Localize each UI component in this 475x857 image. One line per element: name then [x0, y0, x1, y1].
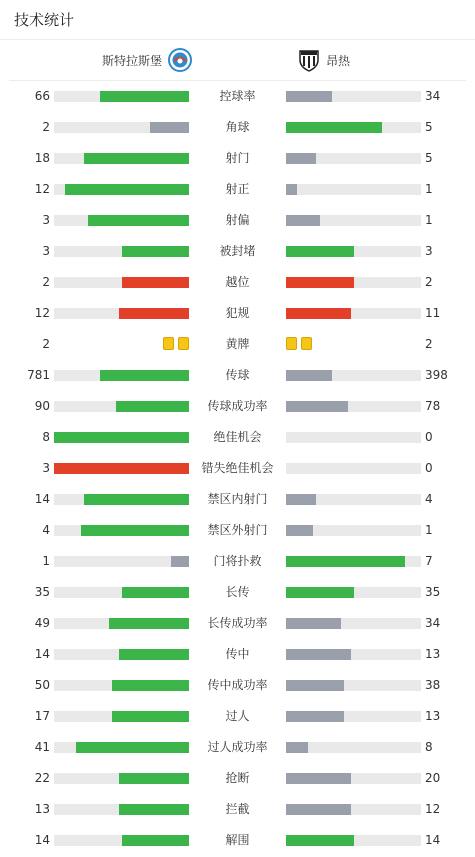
stat-label: 门将扑救 — [213, 554, 262, 568]
stat-label: 被封堵 — [219, 244, 256, 258]
home-team[interactable] — [102, 40, 198, 80]
stat-label: 传球 — [225, 368, 250, 382]
stat-label: 射正 — [225, 182, 250, 196]
away-bar-fill — [286, 370, 332, 381]
away-yellow-cards — [286, 337, 312, 350]
stat-row — [0, 174, 475, 205]
home-bar-fill — [122, 835, 190, 846]
away-value: 5 — [425, 120, 433, 134]
home-bar-fill — [122, 246, 190, 257]
home-bar-fill — [65, 184, 189, 195]
home-value: 35 — [34, 585, 50, 599]
away-value: 4 — [425, 492, 433, 506]
page-title: 技术统计 — [14, 11, 75, 29]
home-bar-track — [54, 587, 189, 598]
home-value: 49 — [34, 616, 50, 630]
home-bar-track — [54, 432, 189, 443]
home-bar-track — [54, 246, 189, 257]
stat-label: 犯规 — [225, 306, 250, 320]
home-value: 3 — [42, 213, 50, 227]
away-value: 34 — [425, 89, 441, 103]
home-bar-fill — [116, 401, 189, 412]
stat-row — [0, 329, 475, 360]
home-bar-track — [54, 649, 189, 660]
away-value: 7 — [425, 554, 433, 568]
away-bar-fill — [286, 401, 348, 412]
home-bar-fill — [171, 556, 189, 567]
stat-label: 禁区外射门 — [207, 523, 268, 537]
home-value: 50 — [34, 678, 50, 692]
home-value: 2 — [42, 337, 50, 351]
away-value: 1 — [425, 182, 433, 196]
home-bar-fill — [54, 432, 189, 443]
away-bar-track — [286, 587, 421, 598]
stat-row — [0, 205, 475, 236]
away-value: 2 — [425, 275, 433, 289]
home-bar-fill — [84, 153, 189, 164]
away-team-name: 昂热 — [326, 53, 351, 68]
away-bar-fill — [286, 91, 332, 102]
stat-row — [0, 732, 475, 763]
away-bar-fill — [286, 122, 382, 133]
away-value: 13 — [425, 647, 441, 661]
stat-row — [0, 546, 475, 577]
stat-row — [0, 360, 475, 391]
away-value: 20 — [425, 771, 441, 785]
home-value: 66 — [34, 89, 50, 103]
stat-row — [0, 267, 475, 298]
home-bar-track — [54, 525, 189, 536]
home-value: 8 — [42, 430, 50, 444]
home-bar-fill — [119, 804, 189, 815]
stat-row — [0, 298, 475, 329]
away-value: 78 — [425, 399, 441, 413]
away-value: 3 — [425, 244, 433, 258]
home-bar-fill — [112, 711, 189, 722]
away-bar-track — [286, 184, 421, 195]
home-value: 12 — [34, 182, 50, 196]
away-bar-fill — [286, 804, 351, 815]
home-value: 18 — [34, 151, 50, 165]
away-bar-track — [286, 370, 421, 381]
home-bar-track — [54, 618, 189, 629]
home-value: 1 — [42, 554, 50, 568]
away-bar-track — [286, 773, 421, 784]
home-value: 17 — [34, 709, 50, 723]
away-bar-track — [286, 432, 421, 443]
away-bar-track — [286, 277, 421, 288]
home-bar-fill — [119, 649, 189, 660]
away-bar-track — [286, 494, 421, 505]
away-bar-fill — [286, 742, 308, 753]
home-value: 13 — [34, 802, 50, 816]
away-bar-track — [286, 711, 421, 722]
away-bar-track — [286, 215, 421, 226]
away-bar-fill — [286, 835, 354, 846]
home-value: 22 — [34, 771, 50, 785]
home-team-logo-icon — [168, 48, 192, 72]
stat-label: 越位 — [225, 275, 250, 289]
stat-row — [0, 112, 475, 143]
away-value: 8 — [425, 740, 433, 754]
home-bar-fill — [119, 773, 189, 784]
stat-row — [0, 701, 475, 732]
stat-row — [0, 763, 475, 794]
home-bar-track — [54, 153, 189, 164]
away-bar-fill — [286, 680, 344, 691]
stat-row — [0, 515, 475, 546]
away-value: 34 — [425, 616, 441, 630]
home-value: 14 — [34, 833, 50, 847]
away-value: 35 — [425, 585, 441, 599]
home-bar-track — [54, 215, 189, 226]
stat-label: 射门 — [225, 151, 250, 165]
stat-row — [0, 236, 475, 267]
home-bar-fill — [122, 587, 190, 598]
away-value: 0 — [425, 461, 433, 475]
page-header — [0, 0, 475, 40]
away-bar-fill — [286, 246, 354, 257]
away-bar-fill — [286, 556, 405, 567]
home-value: 3 — [42, 461, 50, 475]
home-yellow-cards — [163, 337, 189, 350]
home-bar-track — [54, 835, 189, 846]
stat-row — [0, 422, 475, 453]
stat-label: 控球率 — [219, 89, 256, 103]
stat-label: 绝佳机会 — [213, 430, 262, 444]
home-value: 14 — [34, 492, 50, 506]
home-bar-track — [54, 122, 189, 133]
away-value: 11 — [425, 306, 441, 320]
away-bar-track — [286, 618, 421, 629]
home-team-name: 斯特拉斯堡 — [102, 53, 163, 68]
stat-label: 拦截 — [225, 802, 250, 816]
home-bar-track — [54, 773, 189, 784]
home-value: 2 — [42, 120, 50, 134]
away-value: 398 — [425, 368, 448, 382]
stat-row — [0, 825, 475, 856]
away-value: 13 — [425, 709, 441, 723]
away-bar-fill — [286, 184, 297, 195]
away-value: 5 — [425, 151, 433, 165]
home-bar-fill — [88, 215, 189, 226]
stat-row — [0, 639, 475, 670]
away-bar-fill — [286, 711, 344, 722]
stat-row — [0, 484, 475, 515]
away-value: 1 — [425, 213, 433, 227]
home-bar-fill — [54, 463, 189, 474]
home-bar-track — [54, 277, 189, 288]
away-bar-track — [286, 246, 421, 257]
stat-row — [0, 391, 475, 422]
away-bar-fill — [286, 587, 354, 598]
stat-row — [0, 608, 475, 639]
away-bar-fill — [286, 618, 341, 629]
stat-label: 错失绝佳机会 — [201, 461, 274, 475]
home-bar-track — [54, 711, 189, 722]
away-bar-track — [286, 401, 421, 412]
home-bar-track — [54, 804, 189, 815]
stat-label: 过人 — [225, 709, 250, 723]
away-bar-track — [286, 525, 421, 536]
stat-label: 抢断 — [225, 771, 250, 785]
home-bar-track — [54, 742, 189, 753]
away-team[interactable] — [292, 40, 350, 80]
away-bar-track — [286, 153, 421, 164]
home-bar-track — [54, 680, 189, 691]
away-bar-track — [286, 804, 421, 815]
stat-label: 解围 — [225, 833, 250, 847]
away-bar-track — [286, 308, 421, 319]
yellow-card-icon — [286, 337, 297, 350]
yellow-card-icon — [178, 337, 189, 350]
home-value: 41 — [34, 740, 50, 754]
home-bar-fill — [84, 494, 189, 505]
stat-row — [0, 81, 475, 112]
home-value: 3 — [42, 244, 50, 258]
away-bar-track — [286, 91, 421, 102]
home-value: 14 — [34, 647, 50, 661]
home-value: 4 — [42, 523, 50, 537]
home-bar-track — [54, 184, 189, 195]
home-bar-fill — [76, 742, 189, 753]
away-bar-track — [286, 649, 421, 660]
home-value: 12 — [34, 306, 50, 320]
away-bar-fill — [286, 494, 316, 505]
stat-row — [0, 794, 475, 825]
home-bar-fill — [109, 618, 189, 629]
away-bar-fill — [286, 277, 354, 288]
stat-label: 传球成功率 — [207, 399, 268, 413]
home-bar-fill — [119, 308, 189, 319]
away-bar-fill — [286, 215, 320, 226]
team-header-row — [9, 40, 466, 81]
yellow-card-icon — [163, 337, 174, 350]
stat-row — [0, 670, 475, 701]
away-bar-track — [286, 680, 421, 691]
stats-table — [0, 81, 475, 856]
stat-label: 角球 — [225, 120, 250, 134]
away-bar-fill — [286, 525, 313, 536]
home-bar-fill — [112, 680, 189, 691]
home-bar-track — [54, 370, 189, 381]
away-bar-fill — [286, 649, 351, 660]
away-bar-track — [286, 835, 421, 846]
home-bar-fill — [122, 277, 190, 288]
home-value: 781 — [27, 368, 50, 382]
home-bar-track — [54, 556, 189, 567]
stat-label: 长传 — [225, 585, 250, 599]
away-value: 14 — [425, 833, 441, 847]
away-bar-fill — [286, 308, 351, 319]
home-bar-fill — [100, 370, 189, 381]
stat-label: 过人成功率 — [207, 740, 268, 754]
stat-row — [0, 577, 475, 608]
home-bar-track — [54, 463, 189, 474]
home-bar-fill — [81, 525, 189, 536]
stat-label: 传中 — [225, 647, 250, 661]
away-bar-fill — [286, 153, 316, 164]
home-bar-track — [54, 91, 189, 102]
stat-label: 传中成功率 — [207, 678, 268, 692]
away-bar-track — [286, 742, 421, 753]
yellow-card-icon — [301, 337, 312, 350]
stat-label: 黄牌 — [225, 337, 250, 351]
stat-row — [0, 453, 475, 484]
stat-label: 射偏 — [225, 213, 250, 227]
home-bar-track — [54, 494, 189, 505]
away-team-logo-icon — [298, 48, 320, 72]
away-bar-track — [286, 463, 421, 474]
home-bar-fill — [100, 91, 189, 102]
away-value: 1 — [425, 523, 433, 537]
away-value: 2 — [425, 337, 433, 351]
away-value: 12 — [425, 802, 441, 816]
away-value: 38 — [425, 678, 441, 692]
home-value: 90 — [34, 399, 50, 413]
away-bar-fill — [286, 773, 351, 784]
stat-label: 长传成功率 — [207, 616, 268, 630]
home-value: 2 — [42, 275, 50, 289]
stat-row — [0, 143, 475, 174]
home-bar-track — [54, 401, 189, 412]
stat-label: 禁区内射门 — [207, 492, 268, 506]
away-bar-track — [286, 556, 421, 567]
away-value: 0 — [425, 430, 433, 444]
home-bar-track — [54, 308, 189, 319]
away-bar-track — [286, 122, 421, 133]
home-bar-fill — [150, 122, 189, 133]
